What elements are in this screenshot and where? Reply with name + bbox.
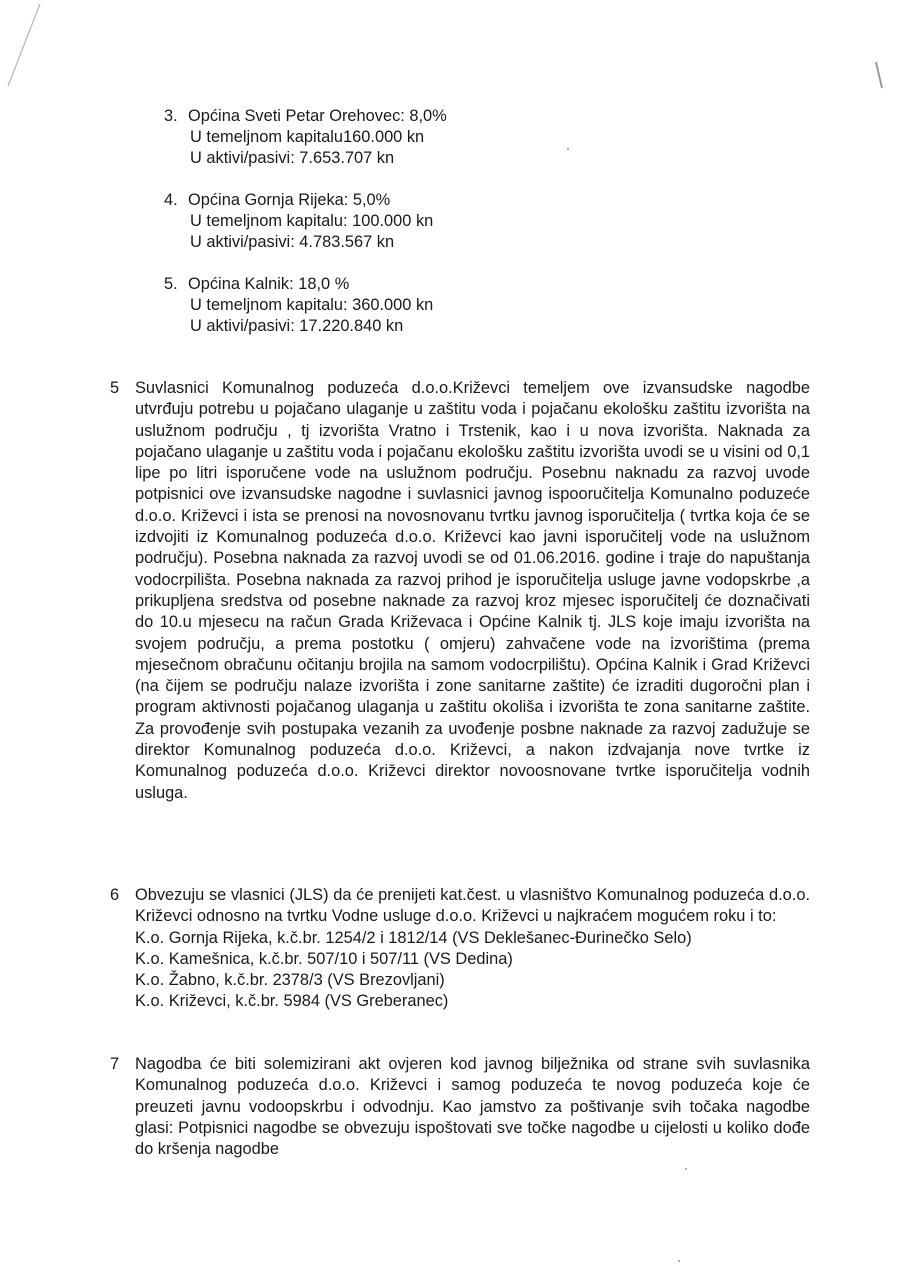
assets-line: U aktivi/pasivi: 7.653.707 kn [190, 149, 395, 167]
scan-speck [567, 148, 569, 150]
parcel-line: K.o. Gornja Rijeka, k.č.br. 1254/2 i 1812/14 (VS Deklešanec-Đurinečko Selo) [135, 928, 692, 947]
capital-line: U temeljnom kapitalu: 100.000 kn [190, 212, 434, 230]
municipality-item [164, 106, 447, 169]
item-number: 5. [164, 275, 178, 293]
clause-number: 5 [110, 379, 120, 397]
municipality-item [164, 190, 433, 253]
assets-line: U aktivi/pasivi: 4.783.567 kn [190, 233, 395, 251]
clause-5 [110, 378, 810, 804]
clause-text: Suvlasnici Komunalnog poduzeća d.o.o.Križevci temeljem ove izvansudske nagodbe utvrđuju potrebu u pojačano ulaganje u zaštitu voda i pojačanu ekološku zaštitu izvorišta na uslužnom području , tj izvorišta Vratno i Trstenik, kao i u nova izvorišta. Naknada za pojačano ulaganje u zaštitu voda i pojačanu ekološku zaštitu izvorišta uvodi se u visini od 0,1 lipe po litri isporučene vode na uslužnom području. Posebnu naknadu za razvoj uvode potpisnici ove izvansudske nagodne i suvlasnici javnog ispooručitelja Komunalno poduzeće d.o.o. Križevci i ista se prenosi na novosnovanu tvrtku javnog isporučitelja ( tvrtka koja će se izdvojiti iz Komunalnog poduzeća d.o.o. Križevci kao javni isporučitelj vode na uslužnom području). Posebna naknada za razvoj uvodi se od 01.06.2016. godine i traje do napuštanja vodocrpilišta. Posebna naknada za razvoj prihod je isporučitelja usluge javne vodopskrbe ,a prikupljena sredstva od posebne naknade za razvoj kroz mjesec isporučitelj će doznačivati do 10.u mjesecu na račun Grada Križevaca i Općine Kalnik tj. JLS koje imaju izvorišta na svojem području, a prema postotku ( omjeru) zahvačene vode na izvorištima (prema mjesečnom obračunu očitanju brojila na samom vodocrpilištu). Općina Kalnik i Grad Križevci (na čijem se području nalaze izvorišta i zone sanitarne zaštite) će izraditi dugoročni plan i program aktivnosti pojačanog ulaganja u zaštitu okoliša i izvorišta te zona sanitarne zaštite. Za provođenje svih postupaka vezanih za uvođenje posbne naknade za razvoj zadužuje se direktor Komunalnog poduzeća d.o.o. Križevci, a nakon izdvajanja nove tvrtke iz Komunalnog poduzeća d.o.o. Križevci direktor novoosnovane tvrtke isporučitelja vodnih usluga. [135, 379, 810, 802]
scan-speck [678, 1260, 680, 1262]
clause-6 [110, 885, 810, 1013]
item-number: 4. [164, 191, 178, 209]
municipality-name: Općina Sveti Petar Orehovec: 8,0% [188, 107, 447, 125]
scan-edge-mark [0, 0, 48, 90]
parcel-line: K.o. Kamešnica, k.č.br. 507/10 i 507/11 (VS Dedina) [135, 949, 513, 968]
municipality-name: Općina Gornja Rijeka: 5,0% [188, 191, 391, 209]
clause-7 [110, 1054, 810, 1160]
parcel-line: K.o. Križevci, k.č.br. 5984 (VS Greberanec) [135, 992, 449, 1011]
municipality-name: Općina Kalnik: 18,0 % [188, 275, 350, 293]
capital-line: U temeljnom kapitalu: 360.000 kn [190, 296, 434, 314]
clause-text: Nagodba će biti solemizirani akt ovjeren kod javnog bilježnika od strane svih suvlasnika Komunalnog poduzeća d.o.o. Križevci i samog poduzeća te novog poduzeća koje će preuzeti javnu vodoopskrbu i odvodnju. Kao jamstvo za poštivanje svih točaka nagodbe glasi: Potpisnici nagodbe se obvezuju ispoštovati sve točke nagodbe u cijelosti u koliko dođe do kršenja nagodbe [135, 1055, 810, 1159]
clause-number: 7 [110, 1055, 120, 1073]
parcel-line: K.o. Žabno, k.č.br. 2378/3 (VS Brezovljani) [135, 971, 445, 990]
item-number: 3. [164, 107, 178, 125]
clause-number: 6 [110, 886, 120, 904]
municipality-item [164, 274, 433, 337]
clause-text: Obvezuju se vlasnici (JLS) da će prenijeti kat.čest. u vlasništvo Komunalnog poduzeća d.o.o. Križevci odnosno na tvrtku Vodne usluge d.o.o. Križevci u najkraćem mogućem roku i to: [135, 886, 810, 926]
scan-edge-mark-right [874, 60, 884, 90]
scan-speck [685, 1168, 687, 1170]
assets-line: U aktivi/pasivi: 17.220.840 kn [190, 317, 404, 335]
capital-line: U temeljnom kapitalu160.000 kn [190, 128, 425, 146]
